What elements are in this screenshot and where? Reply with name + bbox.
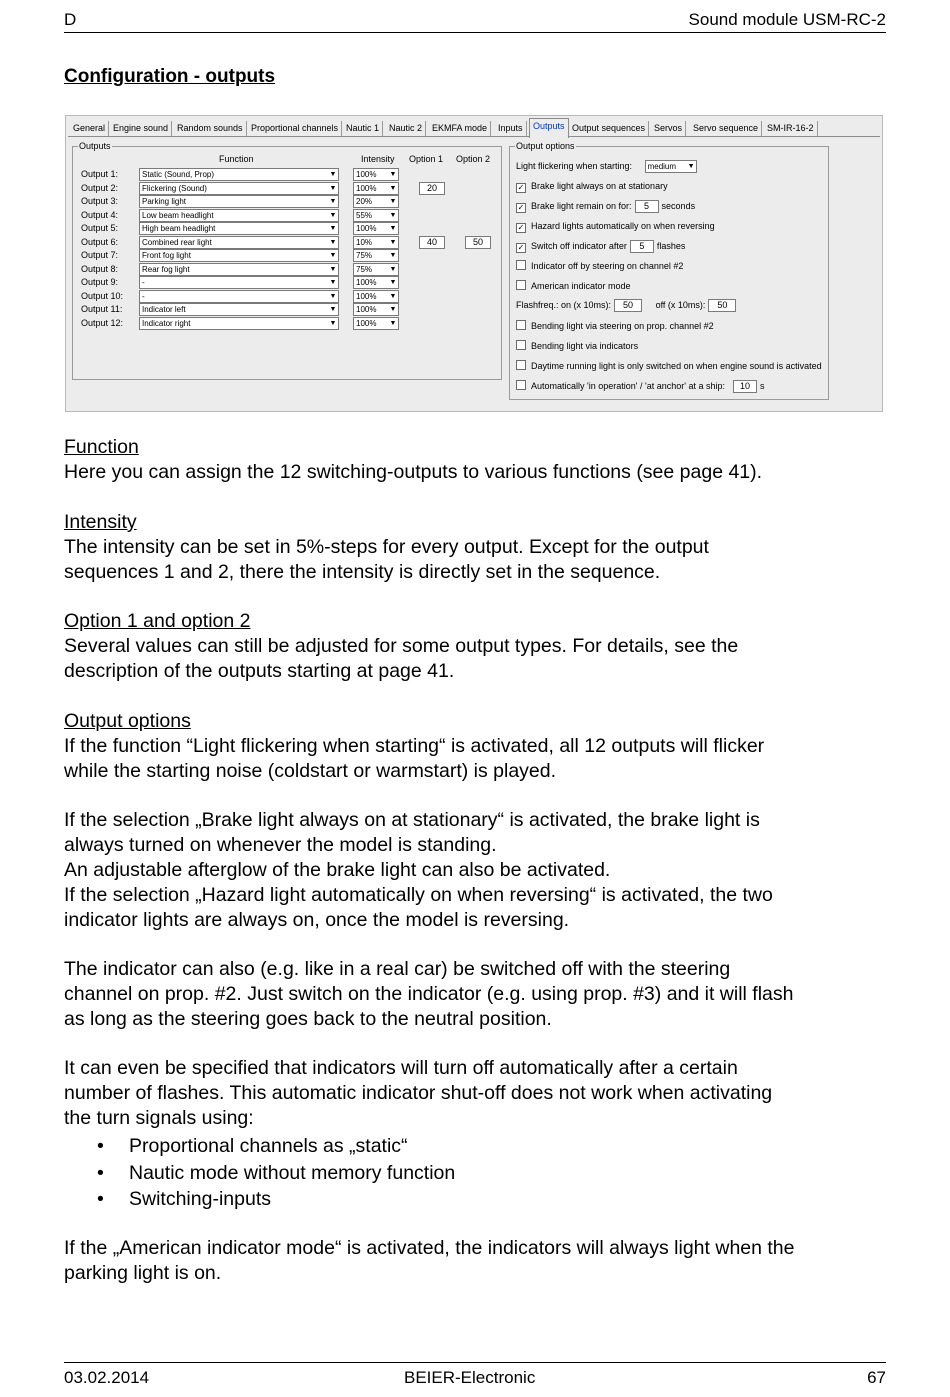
dropdown-arrow-icon: ▼ xyxy=(389,265,397,273)
auto-off-paragraph xyxy=(64,1056,894,1131)
dropdown-arrow-icon: ▼ xyxy=(329,184,337,192)
intensity-select[interactable]: 100% ▼ xyxy=(353,222,399,235)
output-options-text-line: If the function “Light flickering when starting“ is activated, all 12 outputs will flicker xyxy=(64,735,765,757)
brake-paragraph xyxy=(64,808,894,933)
function-section xyxy=(64,435,894,485)
ship-unit: s xyxy=(759,381,765,391)
function-select[interactable]: Low beam headlight ▼ xyxy=(139,209,339,222)
bending-steer-label: Bending light via steering on prop. channel #2 xyxy=(531,321,714,331)
output-row xyxy=(73,209,501,222)
list-item: • Proportional channels as „static“ xyxy=(97,1133,455,1160)
tab-proportional-channels[interactable]: Proportional channels xyxy=(248,121,342,136)
ship-field[interactable]: 10 xyxy=(733,380,757,393)
brake-always-row xyxy=(516,179,668,193)
output-label: Output 9: xyxy=(81,277,119,287)
brake-remain-row xyxy=(516,199,695,213)
header-right: Sound module USM-RC-2 xyxy=(688,10,886,29)
dropdown-arrow-icon: ▼ xyxy=(329,198,337,205)
flash-on-label: Flashfreq.: on (x 10ms): xyxy=(516,300,612,310)
dropdown-arrow-icon: ▼ xyxy=(389,171,397,178)
hazard-checkbox[interactable]: ✓ xyxy=(517,223,525,232)
option1-field[interactable]: 20 xyxy=(419,182,445,195)
output-row xyxy=(73,263,501,276)
output-row xyxy=(73,276,501,289)
american-paragraph xyxy=(64,1236,894,1286)
american-text-line: If the „American indicator mode“ is activated, the indicators will always light when the xyxy=(64,1237,795,1259)
american-checkbox[interactable] xyxy=(516,280,526,290)
indicator-steer-row xyxy=(516,259,683,273)
output-options-group-label: Output options xyxy=(516,141,575,151)
dropdown-arrow-icon: ▼ xyxy=(389,292,397,300)
output-row xyxy=(73,168,501,181)
footer-company: BEIER-Electronic xyxy=(404,1368,536,1387)
function-text: Here you can assign the 12 switching-outputs to various functions (see page 41). xyxy=(64,461,763,483)
option2-field[interactable]: 50 xyxy=(465,236,491,249)
dropdown-arrow-icon: ▼ xyxy=(389,306,397,313)
function-select[interactable]: Front fog light ▼ xyxy=(139,249,339,262)
function-select[interactable]: Combined rear light ▼ xyxy=(139,236,339,249)
function-column-header: Function xyxy=(219,154,254,164)
section-title: Configuration - outputs xyxy=(64,66,276,87)
dropdown-arrow-icon: ▼ xyxy=(329,238,337,246)
tab-servos[interactable]: Servos xyxy=(651,121,686,136)
output-options-group xyxy=(509,141,829,400)
output-label: Output 7: xyxy=(81,250,119,260)
function-select[interactable]: Indicator left ▼ xyxy=(139,303,339,316)
output-row xyxy=(73,236,501,249)
output-label: Output 3: xyxy=(81,196,119,206)
brake-always-checkbox[interactable]: ✓ xyxy=(517,183,525,192)
tab-random-sounds[interactable]: Random sounds xyxy=(174,121,247,136)
intensity-column-header: Intensity xyxy=(361,154,395,164)
tab-general[interactable]: General xyxy=(70,121,109,136)
page-header xyxy=(64,8,886,33)
auto-off-text-line: the turn signals using: xyxy=(64,1107,254,1129)
option1-column-header: Option 1 xyxy=(409,154,444,164)
footer-page-number: 67 xyxy=(867,1368,886,1387)
intensity-select[interactable]: 100% ▼ xyxy=(353,168,399,181)
switch-off-checkbox[interactable]: ✓ xyxy=(517,243,525,252)
dropdown-arrow-icon: ▼ xyxy=(329,279,337,286)
bending-ind-checkbox[interactable] xyxy=(516,340,526,350)
output-label: Output 4: xyxy=(81,209,119,220)
option1-field[interactable]: 40 xyxy=(419,236,445,249)
bending-ind-row xyxy=(516,339,638,353)
dropdown-arrow-icon: ▼ xyxy=(687,163,695,171)
daytime-checkbox[interactable] xyxy=(516,360,526,370)
output-row xyxy=(73,303,501,316)
output-row xyxy=(73,317,501,330)
dropdown-arrow-icon: ▼ xyxy=(389,279,397,286)
auto-off-text-line: number of flashes. This automatic indicator shut-off does not work when activating xyxy=(64,1082,773,1104)
output-row xyxy=(73,182,501,195)
flash-freq-row xyxy=(516,298,739,312)
config-window xyxy=(65,115,883,412)
option-text-line: Several values can still be adjusted for some output types. For details, see the xyxy=(64,635,739,657)
function-select[interactable]: Parking light ▼ xyxy=(139,195,339,208)
bending-ind-label: Bending light via indicators xyxy=(531,341,639,351)
brake-remain-label: Brake light remain on for: xyxy=(531,201,632,211)
ship-row xyxy=(516,379,764,393)
header-left: D xyxy=(64,10,77,29)
output-label: Output 2: xyxy=(81,182,119,193)
output-options-text-line: while the starting noise (coldstart or warmstart) is played. xyxy=(64,760,557,782)
auto-off-text-line: It can even be specified that indicators will turn off automatically after a certain xyxy=(64,1057,738,1079)
intensity-select[interactable]: 20% ▼ xyxy=(353,195,399,208)
dropdown-arrow-icon: ▼ xyxy=(329,306,337,313)
outputs-group-label: Outputs xyxy=(79,141,111,151)
tab-inputs[interactable]: Inputs xyxy=(495,121,527,136)
switch-off-label: Switch off indicator after xyxy=(531,241,627,251)
brake-text-line: An adjustable afterglow of the brake light can also be activated. xyxy=(64,859,611,881)
indicator-text-line: as long as the steering goes back to the neutral position. xyxy=(64,1008,552,1030)
tab-ekmfa-mode[interactable]: EKMFA mode xyxy=(429,121,491,136)
output-label: Output 5: xyxy=(81,223,119,233)
tab-sm-ir-16-2[interactable]: SM-IR-16-2 xyxy=(764,121,818,136)
intensity-select[interactable]: 100% ▼ xyxy=(353,317,399,330)
dropdown-arrow-icon: ▼ xyxy=(389,184,397,192)
option-title: Option 1 and option 2 xyxy=(64,610,251,632)
intensity-text-line: sequences 1 and 2, there the intensity is directly set in the sequence. xyxy=(64,561,661,583)
dropdown-arrow-icon: ▼ xyxy=(329,265,337,273)
bending-steer-row xyxy=(516,319,714,333)
intensity-select[interactable]: 10% ▼ xyxy=(353,236,399,249)
ship-checkbox[interactable] xyxy=(516,380,526,390)
output-options-title: Output options xyxy=(64,710,191,732)
ship-label: Automatically 'in operation' / 'at anchor' at a ship: xyxy=(531,381,725,391)
intensity-select[interactable]: 100% ▼ xyxy=(353,290,399,303)
brake-remain-unit: seconds xyxy=(661,201,696,211)
switch-off-unit: flashes xyxy=(656,241,686,251)
intensity-section xyxy=(64,510,894,585)
daytime-row xyxy=(516,359,822,373)
flash-on-field[interactable]: 50 xyxy=(614,299,642,312)
american-text-line: parking light is on. xyxy=(64,1262,222,1284)
american-row xyxy=(516,279,631,293)
hazard-row xyxy=(516,219,715,233)
flicker-select[interactable]: medium ▼ xyxy=(645,160,697,173)
function-select[interactable]: High beam headlight ▼ xyxy=(139,222,339,235)
function-select[interactable]: Flickering (Sound) ▼ xyxy=(139,182,339,195)
indicator-text-line: The indicator can also (e.g. like in a real car) be switched off with the steering xyxy=(64,958,731,980)
outputs-group xyxy=(72,141,502,380)
brake-text-line: indicator lights are always on, once the model is reversing. xyxy=(64,909,570,931)
brake-text-line: always turned on whenever the model is standing. xyxy=(64,834,497,856)
dropdown-arrow-icon: ▼ xyxy=(329,225,337,232)
bullet-list xyxy=(97,1133,455,1213)
dropdown-arrow-icon: ▼ xyxy=(329,211,337,219)
hazard-label: Hazard lights automatically on when reversing xyxy=(531,221,715,231)
output-label: Output 6: xyxy=(81,236,119,247)
option2-column-header: Option 2 xyxy=(456,154,491,164)
output-row xyxy=(73,249,501,262)
output-label: Output 8: xyxy=(81,263,119,274)
switch-off-field[interactable]: 5 xyxy=(630,240,654,253)
option-text-line: description of the outputs starting at page 41. xyxy=(64,660,455,682)
output-label: Output 1: xyxy=(81,169,119,179)
tab-nautic-2[interactable]: Nautic 2 xyxy=(386,121,426,136)
dropdown-arrow-icon: ▼ xyxy=(389,238,397,246)
tab-output-sequences[interactable]: Output sequences xyxy=(569,121,649,136)
list-item: • Switching-inputs xyxy=(97,1186,455,1213)
daytime-label: Daytime running light is only switched on when engine sound is activated xyxy=(531,361,822,371)
indicator-steer-label: Indicator off by steering on channel #2 xyxy=(531,261,684,271)
option-section xyxy=(64,609,894,684)
intensity-select[interactable]: 55% ▼ xyxy=(353,209,399,222)
tab-engine-sound[interactable]: Engine sound xyxy=(110,121,172,136)
dropdown-arrow-icon: ▼ xyxy=(329,252,337,259)
flicker-row xyxy=(516,159,697,173)
brake-remain-field[interactable]: 5 xyxy=(635,200,659,213)
indicator-text-line: channel on prop. #2. Just switch on the indicator (e.g. using prop. #3) and it will flash xyxy=(64,983,794,1005)
intensity-text-line: The intensity can be set in 5%-steps for every output. Except for the output xyxy=(64,536,709,558)
output-row xyxy=(73,222,501,235)
brake-text-line: If the selection „Brake light always on at stationary“ is activated, the brake light is xyxy=(64,809,760,831)
function-select[interactable]: Indicator right ▼ xyxy=(139,317,339,330)
intensity-select[interactable]: 75% ▼ xyxy=(353,263,399,276)
output-label: Output 10: xyxy=(81,290,124,301)
indicator-steer-checkbox[interactable] xyxy=(516,260,526,270)
output-label: Output 11: xyxy=(81,304,123,314)
dropdown-arrow-icon: ▼ xyxy=(389,198,397,205)
flash-off-field[interactable]: 50 xyxy=(708,299,736,312)
tab-nautic-1[interactable]: Nautic 1 xyxy=(343,121,383,136)
dropdown-arrow-icon: ▼ xyxy=(329,319,337,327)
function-title: Function xyxy=(64,436,139,458)
footer-date: 03.02.2014 xyxy=(64,1368,150,1387)
american-label: American indicator mode xyxy=(531,281,631,291)
tab-outputs[interactable]: Outputs xyxy=(529,118,569,138)
output-label: Output 12: xyxy=(81,317,124,328)
flicker-label: Light flickering when starting: xyxy=(516,161,633,171)
page-footer xyxy=(64,1362,886,1393)
output-row xyxy=(73,290,501,303)
intensity-select[interactable]: 100% ▼ xyxy=(353,276,399,289)
dropdown-arrow-icon: ▼ xyxy=(389,252,397,259)
dropdown-arrow-icon: ▼ xyxy=(329,171,337,178)
dropdown-arrow-icon: ▼ xyxy=(389,319,397,327)
flash-off-label: off (x 10ms): xyxy=(655,300,706,310)
function-select[interactable]: Static (Sound, Prop) ▼ xyxy=(139,168,339,181)
dropdown-arrow-icon: ▼ xyxy=(329,292,337,300)
function-select[interactable]: - ▼ xyxy=(139,276,339,289)
brake-text-line: If the selection „Hazard light automatically on when reversing“ is activated, the two xyxy=(64,884,773,906)
dropdown-arrow-icon: ▼ xyxy=(389,211,397,219)
switch-off-row xyxy=(516,239,685,253)
brake-remain-checkbox[interactable]: ✓ xyxy=(517,203,525,212)
brake-always-label: Brake light always on at stationary xyxy=(531,181,668,191)
dropdown-arrow-icon: ▼ xyxy=(389,225,397,232)
intensity-select[interactable]: 75% ▼ xyxy=(353,249,399,262)
indicator-paragraph xyxy=(64,957,894,1032)
tab-servo-sequence[interactable]: Servo sequence xyxy=(690,121,762,136)
intensity-title: Intensity xyxy=(64,511,137,533)
bending-steer-checkbox[interactable] xyxy=(516,320,526,330)
intensity-select[interactable]: 100% ▼ xyxy=(353,303,399,316)
intensity-select[interactable]: 100% ▼ xyxy=(353,182,399,195)
output-row xyxy=(73,195,501,208)
output-options-section xyxy=(64,709,894,784)
function-select[interactable]: Rear fog light ▼ xyxy=(139,263,339,276)
list-item: • Nautic mode without memory function xyxy=(97,1160,455,1187)
function-select[interactable]: - ▼ xyxy=(139,290,339,303)
tab-bar xyxy=(68,118,880,137)
